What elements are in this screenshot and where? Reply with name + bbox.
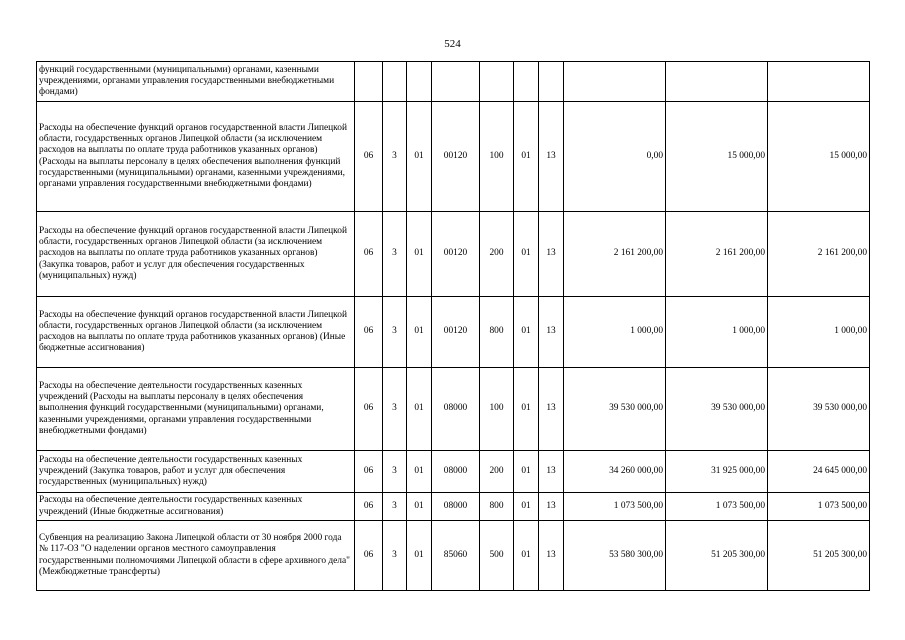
code-cell: 06 bbox=[355, 451, 383, 493]
code-cell: 13 bbox=[539, 368, 564, 451]
code-cell: 01 bbox=[514, 297, 539, 368]
amount-cell: 1 000,00 bbox=[564, 297, 666, 368]
code-cell: 3 bbox=[383, 102, 407, 212]
code-cell: 13 bbox=[539, 521, 564, 591]
amount-cell: 39 530 000,00 bbox=[564, 368, 666, 451]
code-cell: 13 bbox=[539, 451, 564, 493]
amount-cell: 51 205 300,00 bbox=[666, 521, 768, 591]
code-cell: 100 bbox=[480, 368, 514, 451]
code-cell: 01 bbox=[407, 368, 432, 451]
row-description: Субвенция на реализацию Закона Липецкой области от 30 ноября 2000 года № 117-ОЗ "О наделении органов местного самоуправления государственными полномочиями Липецкой области в сфере архивного дела" (Межбюджетные трансферты) bbox=[37, 521, 355, 591]
code-cell: 13 bbox=[539, 212, 564, 297]
code-cell: 01 bbox=[514, 521, 539, 591]
code-cell: 06 bbox=[355, 368, 383, 451]
amount-cell: 1 000,00 bbox=[666, 297, 768, 368]
code-cell: 08000 bbox=[432, 451, 480, 493]
amount-cell: 15 000,00 bbox=[666, 102, 768, 212]
table-row bbox=[37, 62, 870, 102]
table-row bbox=[37, 493, 870, 521]
amount-cell: 31 925 000,00 bbox=[666, 451, 768, 493]
amount-cell: 15 000,00 bbox=[768, 102, 870, 212]
code-cell: 06 bbox=[355, 212, 383, 297]
code-cell: 06 bbox=[355, 493, 383, 521]
amount-cell: 2 161 200,00 bbox=[666, 212, 768, 297]
code-cell: 00120 bbox=[432, 297, 480, 368]
row-description: Расходы на обеспечение функций органов государственной власти Липецкой области, государственных органов Липецкой области (за исключением расходов на выплаты по оплате труда работников указанных органов) (Расходы на выплаты персоналу в целях обеспечения выполнения функций государственными (муниципальными) органами, казенными учреждениями, органами управления государственными внебюджетными фондами) bbox=[37, 102, 355, 212]
code-cell: 01 bbox=[514, 212, 539, 297]
code-cell: 3 bbox=[383, 368, 407, 451]
row-description: Расходы на обеспечение деятельности государственных казенных учреждений (Иные бюджетные ассигнования) bbox=[37, 493, 355, 521]
code-cell: 00120 bbox=[432, 102, 480, 212]
code-cell bbox=[514, 62, 539, 102]
amount-cell: 34 260 000,00 bbox=[564, 451, 666, 493]
code-cell: 01 bbox=[514, 368, 539, 451]
amount-cell: 1 073 500,00 bbox=[564, 493, 666, 521]
code-cell bbox=[480, 62, 514, 102]
amount-cell: 39 530 000,00 bbox=[768, 368, 870, 451]
amount-cell: 2 161 200,00 bbox=[564, 212, 666, 297]
table-row bbox=[37, 521, 870, 591]
code-cell: 3 bbox=[383, 451, 407, 493]
code-cell: 800 bbox=[480, 297, 514, 368]
amount-cell: 2 161 200,00 bbox=[768, 212, 870, 297]
page-number: 524 bbox=[444, 38, 461, 50]
code-cell: 01 bbox=[407, 212, 432, 297]
code-cell: 06 bbox=[355, 297, 383, 368]
code-cell: 01 bbox=[514, 451, 539, 493]
code-cell bbox=[355, 62, 383, 102]
code-cell: 13 bbox=[539, 297, 564, 368]
amount-cell: 1 073 500,00 bbox=[666, 493, 768, 521]
code-cell bbox=[383, 62, 407, 102]
code-cell: 08000 bbox=[432, 368, 480, 451]
amount-cell: 1 000,00 bbox=[768, 297, 870, 368]
budget-table bbox=[36, 61, 870, 591]
code-cell: 3 bbox=[383, 297, 407, 368]
table-row bbox=[37, 451, 870, 493]
code-cell: 01 bbox=[407, 493, 432, 521]
row-description: Расходы на обеспечение деятельности государственных казенных учреждений (Расходы на выплаты персоналу в целях обеспечения выполнения функций государственными (муниципальными) органами, казенными учреждениями, органами управления государственными внебюджетными фондами) bbox=[37, 368, 355, 451]
row-description: Расходы на обеспечение функций органов государственной власти Липецкой области, государственных органов Липецкой области (за исключением расходов на выплаты по оплате труда работников указанных органов) (Закупка товаров, работ и услуг для обеспечения государственных (муниципальных) нужд) bbox=[37, 212, 355, 297]
code-cell bbox=[539, 62, 564, 102]
code-cell: 01 bbox=[407, 102, 432, 212]
code-cell: 3 bbox=[383, 521, 407, 591]
code-cell bbox=[407, 62, 432, 102]
code-cell: 3 bbox=[383, 212, 407, 297]
amount-cell: 1 073 500,00 bbox=[768, 493, 870, 521]
code-cell: 100 bbox=[480, 102, 514, 212]
code-cell: 01 bbox=[407, 521, 432, 591]
code-cell bbox=[432, 62, 480, 102]
table-row bbox=[37, 297, 870, 368]
table-row bbox=[37, 212, 870, 297]
amount-cell: 53 580 300,00 bbox=[564, 521, 666, 591]
code-cell: 00120 bbox=[432, 212, 480, 297]
code-cell: 01 bbox=[407, 451, 432, 493]
code-cell: 01 bbox=[407, 297, 432, 368]
amount-cell: 39 530 000,00 bbox=[666, 368, 768, 451]
code-cell: 800 bbox=[480, 493, 514, 521]
amount-cell: 24 645 000,00 bbox=[768, 451, 870, 493]
code-cell: 200 bbox=[480, 451, 514, 493]
code-cell: 200 bbox=[480, 212, 514, 297]
amount-cell bbox=[666, 62, 768, 102]
row-description: функций государственными (муниципальными) органами, казенными учреждениями, органами управления государственными внебюджетными фондами) bbox=[37, 62, 355, 102]
code-cell: 13 bbox=[539, 493, 564, 521]
code-cell: 500 bbox=[480, 521, 514, 591]
amount-cell bbox=[564, 62, 666, 102]
code-cell: 01 bbox=[514, 493, 539, 521]
code-cell: 85060 bbox=[432, 521, 480, 591]
code-cell: 01 bbox=[514, 102, 539, 212]
code-cell: 13 bbox=[539, 102, 564, 212]
table-row bbox=[37, 368, 870, 451]
code-cell: 3 bbox=[383, 493, 407, 521]
budget-table-body bbox=[37, 62, 870, 591]
row-description: Расходы на обеспечение деятельности государственных казенных учреждений (Закупка товаров, работ и услуг для обеспечения государственных (муниципальных) нужд) bbox=[37, 451, 355, 493]
code-cell: 06 bbox=[355, 102, 383, 212]
code-cell: 06 bbox=[355, 521, 383, 591]
code-cell: 08000 bbox=[432, 493, 480, 521]
table-row bbox=[37, 102, 870, 212]
amount-cell bbox=[768, 62, 870, 102]
amount-cell: 51 205 300,00 bbox=[768, 521, 870, 591]
amount-cell: 0,00 bbox=[564, 102, 666, 212]
row-description: Расходы на обеспечение функций органов государственной власти Липецкой области, государственных органов Липецкой области (за исключением расходов на выплаты по оплате труда работников указанных органов) (Иные бюджетные ассигнования) bbox=[37, 297, 355, 368]
